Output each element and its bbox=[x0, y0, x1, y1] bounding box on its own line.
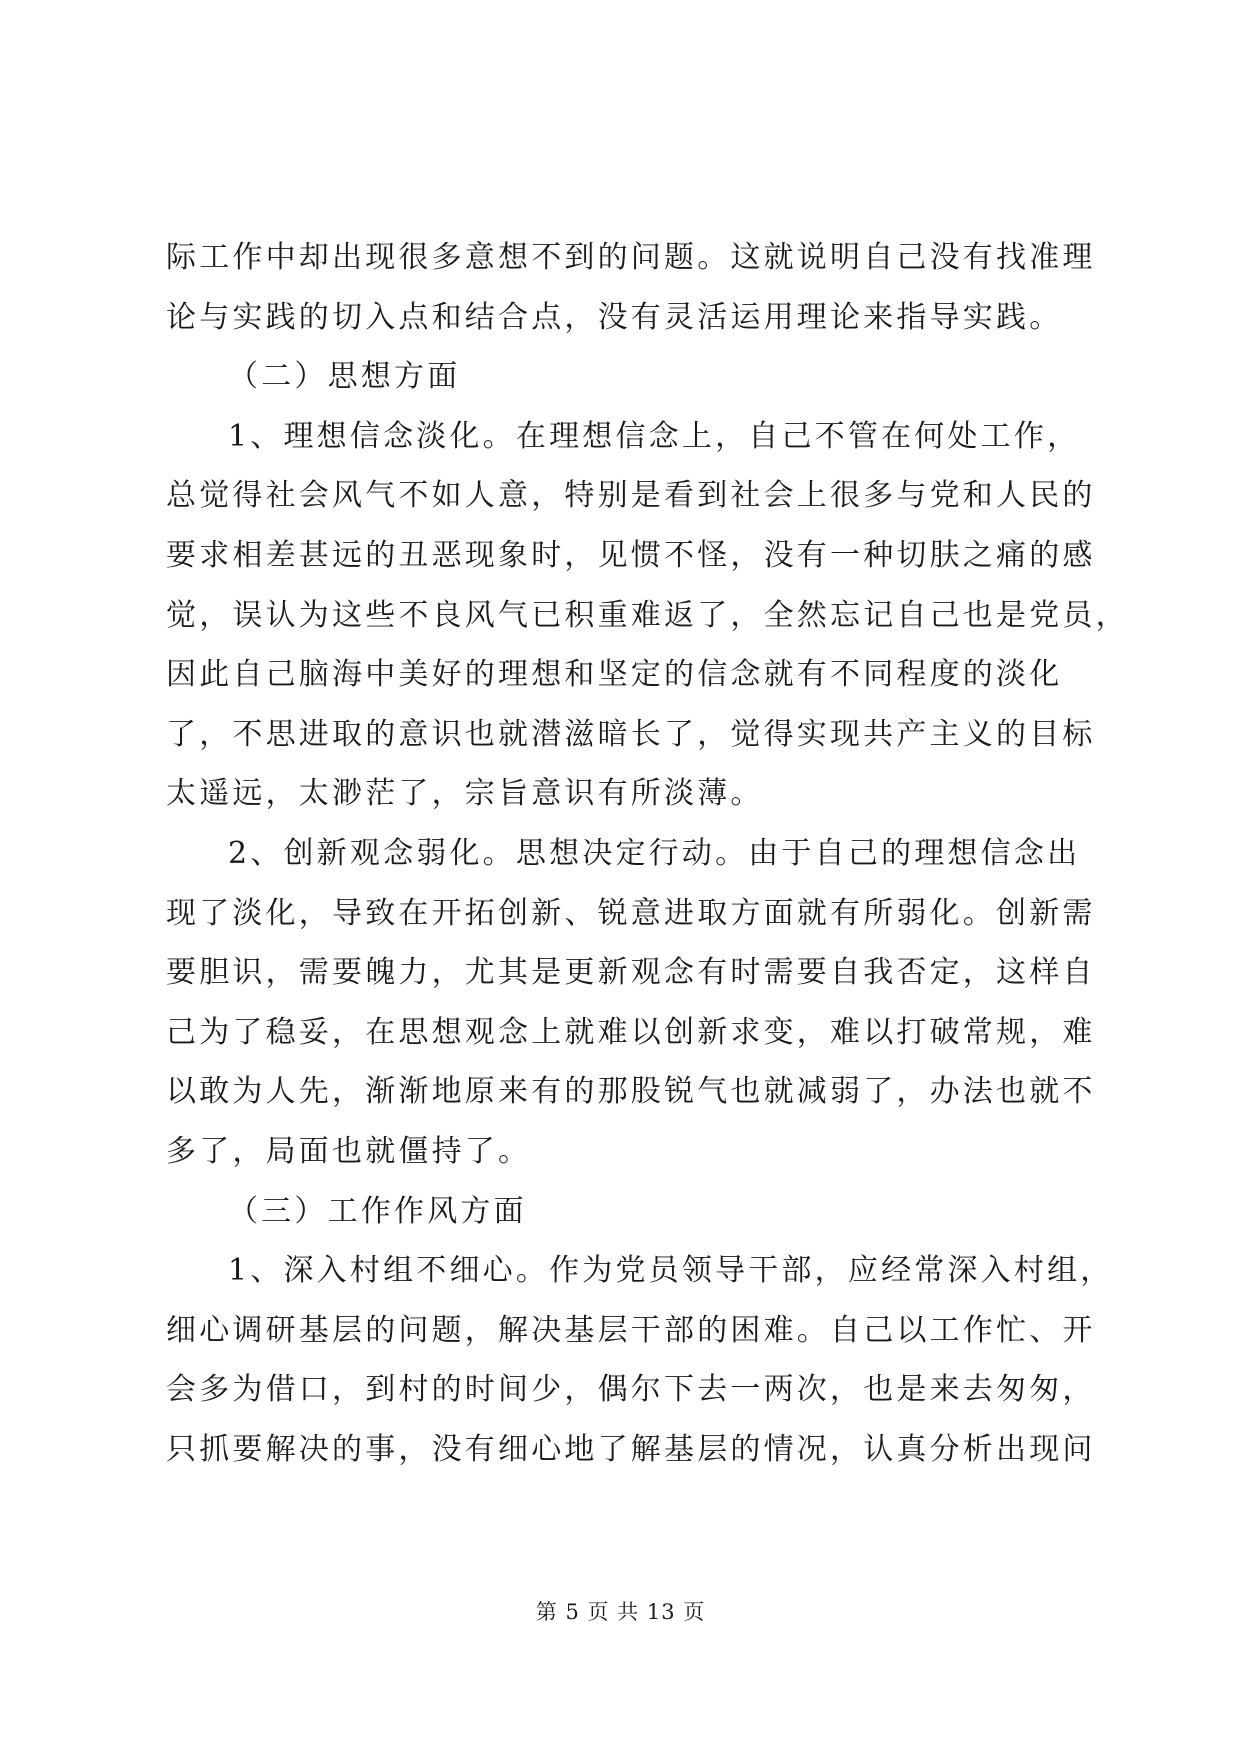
section-heading: （三）工作作风方面 bbox=[228, 1193, 527, 1229]
body-line: 论与实践的切入点和结合点，没有灵活运用理论来指导实践。 bbox=[166, 299, 1063, 335]
document-body bbox=[166, 228, 1129, 1479]
body-line: 多了，局面也就僵持了。 bbox=[166, 1133, 532, 1169]
body-line: 只抓要解决的事，没有细心地了解基层的情况，认真分析出现问 bbox=[166, 1431, 1096, 1467]
body-line: 现了淡化，导致在开拓创新、锐意进取方面就有所弱化。创新需 bbox=[166, 895, 1096, 931]
body-line: 要胆识，需要魄力，尤其是更新观念有时需要自我否定，这样自 bbox=[166, 955, 1096, 991]
body-line: 太遥远，太渺茫了，宗旨意识有所淡薄。 bbox=[166, 776, 764, 812]
section-heading: （二）思想方面 bbox=[228, 359, 461, 395]
paragraph-start-line: 1、理想信念淡化。在理想信念上，自己不管在何处工作， bbox=[228, 418, 1081, 454]
body-line: 了，不思进取的意识也就潜滋暗长了，觉得实现共产主义的目标 bbox=[166, 716, 1096, 752]
body-line: 会多为借口，到村的时间少，偶尔下去一两次，也是来去匆匆， bbox=[166, 1372, 1096, 1408]
body-line: 以敢为人先，渐渐地原来有的那股锐气也就减弱了，办法也就不 bbox=[166, 1074, 1096, 1110]
body-line: 要求相差甚远的丑恶现象时，见惯不怪，没有一种切肤之痛的感 bbox=[166, 537, 1096, 573]
body-line: 总觉得社会风气不如人意，特别是看到社会上很多与党和人民的 bbox=[166, 478, 1096, 514]
paragraph-start-line: 2、创新观念弱化。思想决定行动。由于自己的理想信念出 bbox=[228, 835, 1081, 871]
body-line: 细心调研基层的问题，解决基层干部的困难。自己以工作忙、开 bbox=[166, 1312, 1096, 1348]
body-line: 觉，误认为这些不良风气已积重难返了，全然忘记自己也是党员， bbox=[166, 597, 1129, 633]
body-line: 因此自己脑海中美好的理想和坚定的信念就有不同程度的淡化 bbox=[166, 657, 1063, 693]
body-line: 己为了稳妥，在思想观念上就难以创新求变，难以打破常规，难 bbox=[166, 1014, 1096, 1050]
paragraph-start-line: 1、深入村组不细心。作为党员领导干部，应经常深入村组， bbox=[228, 1253, 1114, 1289]
body-line: 际工作中却出现很多意想不到的问题。这就说明自己没有找准理 bbox=[166, 240, 1096, 275]
page-number-footer: 第 5 页 共 13 页 bbox=[535, 1600, 706, 1624]
